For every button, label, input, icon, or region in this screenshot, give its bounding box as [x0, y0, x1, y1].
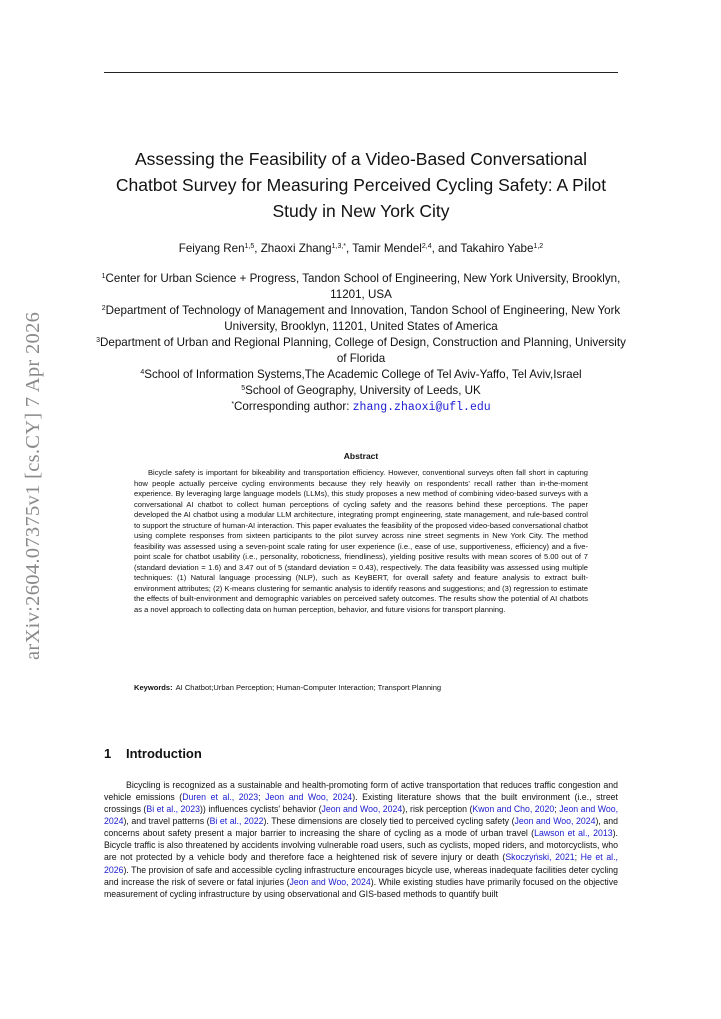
- citation-link[interactable]: Bi et al., 2022: [209, 816, 264, 827]
- keywords-label: Keywords:: [134, 683, 173, 692]
- affiliation-text: Center for Urban Science + Progress, Tandon School of Engineering, New York University, Brooklyn, 11201, USA: [105, 272, 621, 301]
- affiliation-text: Department of Urban and Regional Planning, College of Design, Construction and Planning, University of Florida: [100, 336, 626, 365]
- author-separator: ,: [346, 242, 353, 255]
- citation-link[interactable]: Jeon and Woo, 2024: [321, 804, 403, 815]
- author-affil-mark: 2,4: [421, 243, 432, 250]
- body-text-run: ). While existing studies have primarily focused on the objective measurement of cycling infrastructure by using observational and GIS-based methods to quantify built: [104, 876, 618, 899]
- citation-link[interactable]: Lawson et al., 2013: [534, 828, 613, 839]
- citation-link[interactable]: Jeon and Woo, 2024: [514, 816, 596, 827]
- citation-link[interactable]: Duren et al., 2023: [182, 792, 259, 803]
- abstract-heading: Abstract: [343, 451, 379, 461]
- citation-link[interactable]: Skoczyński, 2021: [505, 852, 575, 863]
- section-heading: [104, 746, 618, 761]
- abstract-text: Bicycle safety is important for bikeability and transportation efficiency. However, conventional surveys often fall short in capturing how people actually perceive cycling environments because they rely heavily on respondents' recall rather than in-the-moment experience. By leveraging large language models (LLMs), this study proposes a new method of combining video-based surveys with a conversational AI chatbot to collect human perceptions of cycling safety and the reasons behind these perceptions. The paper developed the AI chatbot using a modular LLM architecture, integrating prompt engineering, state management, and rule-based control to support the structure of human-AI interaction. This paper evaluates the feasibility of the proposed video-based conversational chatbot using complete responses from sixteen participants to the pilot survey across nine street segments in New York City. The method feasibility was assessed using a seven-point scale rating for user experience (i.e., ease of use, supportiveness, efficiency) and a five-point scale for chatbot usability (i.e., personality, roboticness, friendliness), yielding positive results with mean scores of 5.00 out of 7 (standard deviation = 1.6) and 3.47 out of 5 (standard deviation = 0.43), respectively. The data feasibility was assessed using multiple techniques: (1) Natural language processing (NLP), such as KeyBERT, for overall safety and feature analysis to extract built-environment attributes; (2) K-means clustering for semantic analysis to identify reasons and suggestions; and (3) regression to estimate the effects of built-environment and demographic variables on perceived safety outcomes. The results show the potential of AI chatbots as a novel approach to collecting data on human perception, behavior, and future visions for transport planning.: [134, 468, 588, 614]
- affiliation-list: [96, 271, 626, 416]
- citation-link[interactable]: Kwon and Cho, 2020: [472, 804, 555, 815]
- affiliation: [96, 383, 626, 399]
- section-number: 1: [104, 746, 112, 761]
- section-title: Introduction: [126, 746, 202, 761]
- citation-link[interactable]: Bi et al., 2023: [146, 804, 201, 815]
- body-text-run: ;: [258, 792, 266, 803]
- body-text-run: ). Existing literature shows that the built environment (i.e., street crossings (: [104, 792, 618, 815]
- affiliation-mark: 4: [140, 369, 145, 376]
- arxiv-identifier-stamp: arXiv:2604.07375v1 [cs.CY] 7 Apr 2026: [22, 311, 44, 660]
- author-separator: ,: [254, 242, 261, 255]
- corresponding-mark: *: [231, 401, 235, 408]
- corresponding-label: Corresponding author:: [234, 400, 353, 413]
- body-text-run: ), risk perception (: [402, 804, 473, 815]
- paper-title: Assessing the Feasibility of a Video-Based Conversational Chatbot Survey for Measuring Perceived Cycling Safety: A Pilot Study in New York City: [115, 149, 607, 221]
- header-rule: [104, 72, 618, 73]
- affiliation: [96, 303, 626, 335]
- citation-link[interactable]: Jeon and Woo, 2024: [104, 804, 618, 827]
- affiliation-mark: 2: [101, 305, 106, 312]
- keywords-line: [134, 683, 588, 694]
- affiliation: [96, 271, 626, 303]
- keywords-text: AI Chatbot;Urban Perception; Human-Computer Interaction; Transport Planning: [175, 683, 442, 692]
- author-affil-mark: 1,5: [244, 243, 255, 250]
- affiliation-text: School of Geography, University of Leeds, UK: [245, 384, 481, 397]
- author-affil-mark: 1,3,*: [331, 243, 347, 250]
- affiliation: [96, 367, 626, 383]
- body-text-run: Bicycling is recognized as a sustainable and health-promoting form of active transportation that reduces traffic congestion and vehicle emissions (: [104, 780, 618, 803]
- body-text-run: ). These dimensions are closely tied to perceived cycling safety (: [263, 816, 515, 827]
- email-link[interactable]: zhang.zhaoxi@ufl.edu: [352, 401, 491, 414]
- body-text-run: ;: [554, 804, 560, 815]
- corresponding-author: [96, 399, 626, 416]
- citation-link[interactable]: He et al., 2026: [104, 852, 618, 875]
- author-list: [104, 241, 618, 257]
- author-name: Takahiro Yabe: [460, 242, 534, 255]
- affiliation-text: Department of Technology of Management and Innovation, Tandon School of Engineering, New York University, Brooklyn, 11201, United States of America: [105, 304, 621, 333]
- author-name: Feiyang Ren: [178, 242, 245, 255]
- body-text-run: ). Bicycle traffic is also threatened by accidents involving vulnerable road users, such as cyclists, moped riders, and motorcyclists, who are not protected by a vehicle body and therefore face a heightened risk of severe injury or death (: [104, 828, 618, 863]
- introduction-paragraph: [104, 779, 618, 900]
- affiliation-mark: 3: [96, 337, 100, 344]
- body-text-run: ). The provision of safe and accessible cycling infrastructure encourages bicycle use, whereas inadequate facilities deter cycling and increase the risk of severe or fatal injuries (: [104, 864, 618, 887]
- body-text-run: )) influences cyclists' behavior (: [200, 804, 322, 815]
- author-separator: , and: [431, 242, 461, 255]
- affiliation-mark: 5: [241, 385, 246, 392]
- author-name: Zhaoxi Zhang: [260, 242, 332, 255]
- citation-link[interactable]: Jeon and Woo, 2024: [265, 792, 353, 803]
- body-text-run: ), and concerns about safety present a major barrier to increasing the share of cycling as a mode of urban travel (: [104, 816, 618, 839]
- affiliation: [96, 335, 626, 367]
- author-name: Tamir Mendel: [352, 242, 422, 255]
- affiliation-text: School of Information Systems,The Academic College of Tel Aviv-Yaffo, Tel Aviv,Israel: [144, 368, 582, 381]
- affiliation-mark: 1: [101, 273, 106, 280]
- author-affil-mark: 1,2: [533, 243, 544, 250]
- body-text-run: ;: [574, 852, 581, 863]
- body-text-run: ), and travel patterns (: [123, 816, 210, 827]
- citation-link[interactable]: Jeon and Woo, 2024: [289, 876, 371, 887]
